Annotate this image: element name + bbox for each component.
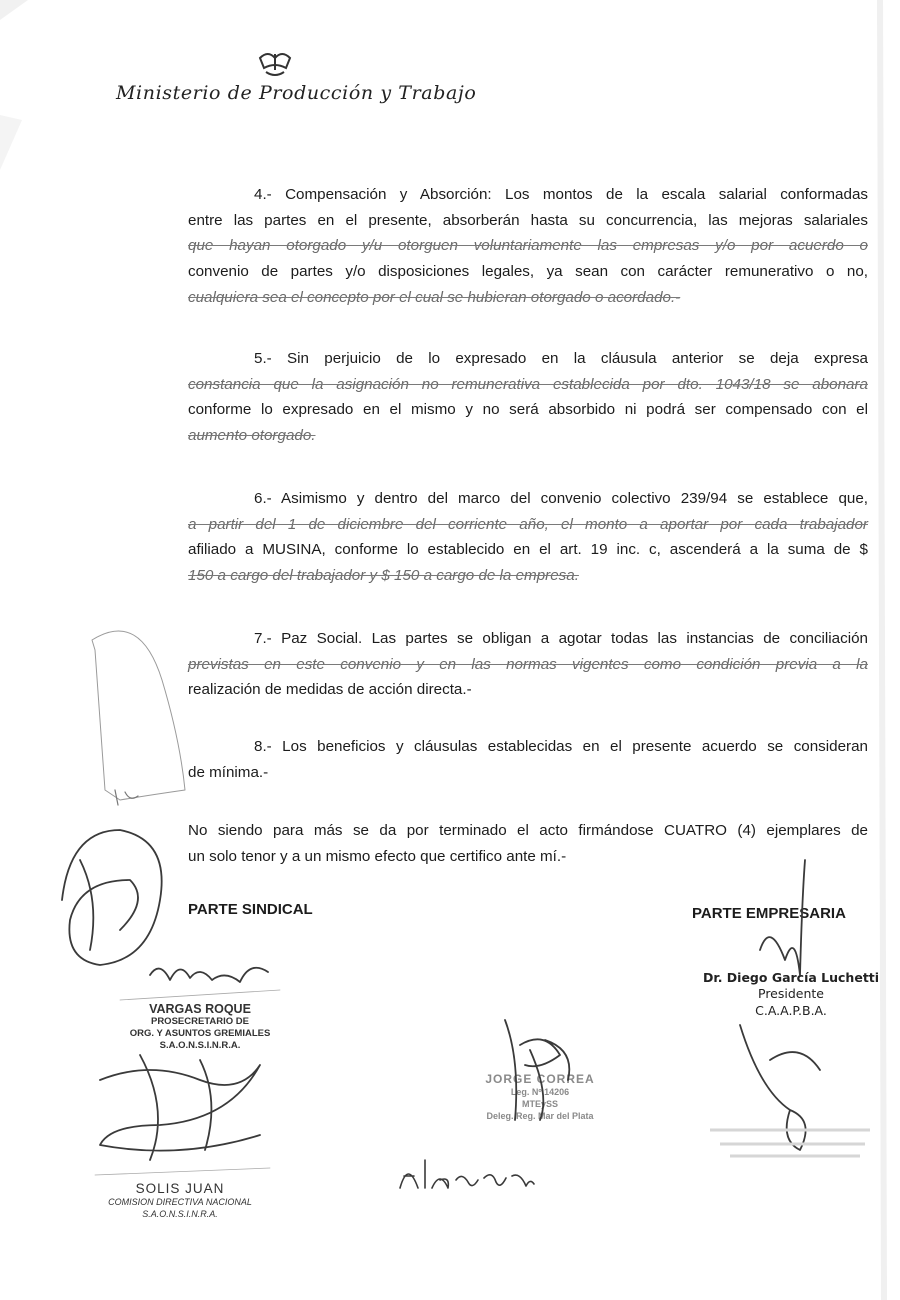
solis-signature: [100, 1055, 260, 1160]
signatory-title: Presidente: [758, 986, 824, 1001]
scribble-signature-left: [62, 830, 162, 965]
clause-8: [188, 734, 868, 785]
signatory-title: Leg. Nº 14206: [510, 1087, 570, 1097]
clause-line: previstas en este convenio y en las normas vigentes como condición previa a la: [188, 655, 868, 673]
signatory-title: COMISION DIRECTIVA NACIONAL: [108, 1197, 252, 1207]
clause-line: 6.- Asimismo y dentro del marco del convenio colectivo 239/94 se establece que,: [254, 490, 868, 507]
clause-line: convenio de partes y/o disposiciones legales, ya sean con carácter remunerativo o no,: [188, 263, 868, 281]
margin-initial-signature: [92, 631, 185, 800]
signatory-title: MTEySS: [521, 1099, 558, 1109]
clause-line: afiliado a MUSINA, conforme lo establecido en el art. 19 inc. c, ascenderá a la suma de $: [188, 541, 868, 559]
faint-stamp-impression: [700, 1122, 880, 1166]
ministry-emblem-icon: [258, 48, 292, 82]
vargas-stamp: [100, 1002, 300, 1052]
clause-5: [188, 346, 868, 449]
clause-line: 8.- Los beneficios y cláusulas establecidas en el presente acuerdo se consideran: [254, 738, 868, 755]
faint-stamp-graphic: [700, 1122, 880, 1162]
signatory-title: S.A.O.N.S.I.N.R.A.: [142, 1209, 218, 1219]
clause-line: que hayan otorgado y/u otorguen voluntariamente las empresas y/o por acuerdo o: [188, 237, 868, 255]
clause-line: No siendo para más se da por terminado el acto firmándose CUATRO (4) ejemplares de: [188, 822, 868, 839]
signatory-name: VARGAS ROQUE: [149, 1002, 251, 1016]
clause-line: 4.- Compensación y Absorción: Los montos de la escala salarial conformadas: [254, 186, 868, 203]
signatory-name: SOLIS JUAN: [135, 1181, 225, 1196]
signatory-title: ORG. Y ASUNTOS GREMIALES: [129, 1028, 271, 1039]
signatory-title: C.A.A.P.B.A.: [755, 1003, 827, 1018]
employer-party-heading: PARTE EMPRESARIA: [692, 905, 846, 922]
union-party-heading: PARTE SINDICAL: [188, 901, 313, 918]
clause-7: [188, 626, 868, 703]
ministry-heading: Ministerio de Producción y Trabajo: [116, 82, 477, 104]
clause-line: de mínima.-: [188, 763, 269, 781]
clause-line: cualquiera sea el concepto por el cual se hubieran otorgado o acordado.-: [188, 288, 681, 306]
correa-stamp: [455, 1072, 625, 1122]
closing-paragraph: [188, 818, 868, 869]
signatory-title: Deleg. Reg. Mar del Plata: [486, 1111, 594, 1121]
signatory-name: Dr. Diego García Luchetti: [702, 970, 880, 985]
clause-line: un solo tenor y a un mismo efecto que certifico ante mí.-: [188, 847, 567, 865]
luchetti-stamp: [676, 970, 900, 1019]
signatory-title: S.A.O.N.S.I.N.R.A.: [159, 1040, 241, 1051]
clause-line: entre las partes en el presente, absorberán hasta su concurrencia, las mejoras salariales: [188, 211, 868, 229]
signatory-title: PROSECRETARIO DE: [150, 1016, 249, 1027]
signatory-name: JORGE CORREA: [485, 1072, 595, 1086]
clause-line: 7.- Paz Social. Las partes se obligan a agotar todas las instancias de conciliación: [254, 630, 868, 647]
clause-line: constancia que la asignación no remunerativa establecida por dto. 1043/18 se abonara: [188, 375, 868, 393]
handwritten-name: [400, 1160, 534, 1188]
vargas-signature: [150, 968, 268, 982]
clause-line: 5.- Sin perjuicio de lo expresado en la cláusula anterior se deja expresa: [254, 350, 868, 367]
clause-line: realización de medidas de acción directa.-: [188, 681, 472, 699]
clause-line: conforme lo expresado en el mismo y no será absorbido ni podrá ser compensado con el: [188, 401, 868, 419]
clause-line: aumento otorgado.: [188, 427, 316, 445]
solis-stamp: [80, 1181, 280, 1220]
clause-6: [188, 486, 868, 589]
clause-line: a partir del 1 de diciembre del corriente año, el monto a aportar por cada trabajador: [188, 515, 868, 533]
clause-4: [188, 182, 868, 311]
clause-line: 150 a cargo del trabajador y $ 150 a cargo de la empresa.: [188, 567, 579, 585]
